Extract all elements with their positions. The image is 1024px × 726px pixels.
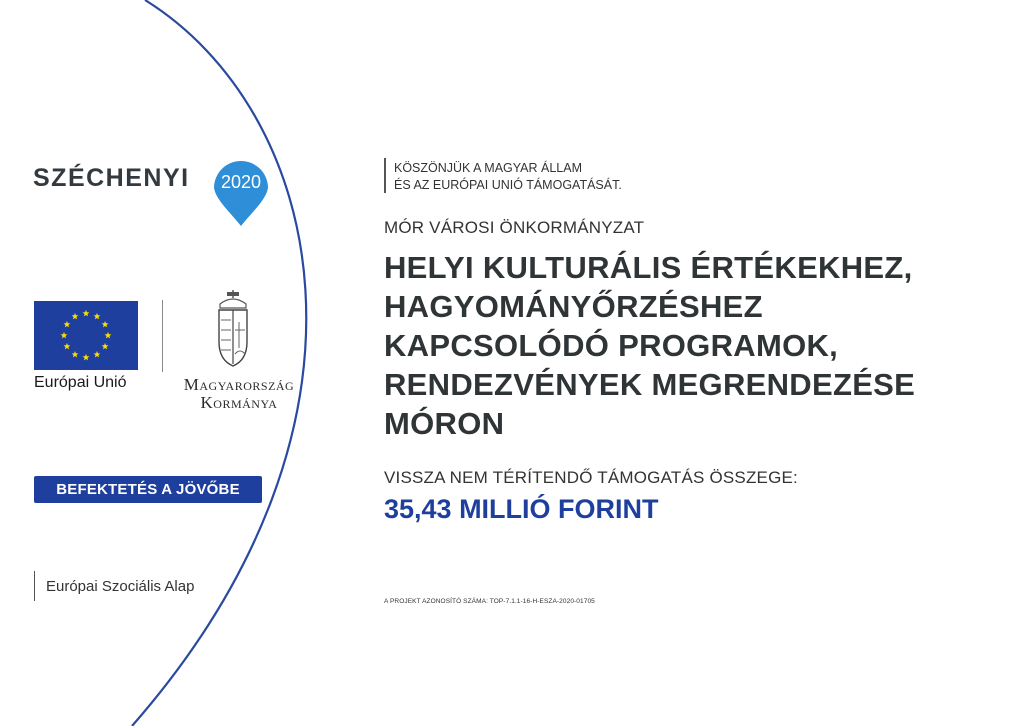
project-title [384, 248, 984, 443]
amount-value: 35,43 MILLIÓ FORINT [384, 494, 659, 524]
title-line: HELYI KULTURÁLIS ÉRTÉKEKHEZ, [384, 250, 913, 285]
eu-star-icon [83, 310, 90, 317]
eu-star-icon [72, 351, 79, 358]
organization-name: MÓR VÁROSI ÖNKORMÁNYZAT [384, 218, 645, 237]
thanks-line-1: KÖSZÖNJÜK A MAGYAR ÁLLAM [394, 161, 583, 175]
thanks-text [394, 160, 622, 194]
invest-badge: BEFEKTETÉS A JÖVŐBE [34, 476, 262, 503]
eu-star-icon [94, 351, 101, 358]
location-pin-icon [204, 158, 304, 234]
szechenyi-wordmark: SZÉCHENYI [33, 164, 190, 192]
eu-star-icon [102, 321, 109, 328]
eu-flag-icon [34, 301, 138, 370]
eu-star-icon [64, 321, 71, 328]
eu-label: Európai Unió [34, 374, 127, 391]
title-line: HAGYOMÁNYŐRZÉSHEZ [384, 289, 763, 324]
government-label [172, 376, 306, 412]
thanks-line-2: ÉS AZ EURÓPAI UNIÓ TÁMOGATÁSÁT. [394, 178, 622, 192]
government-line-1: Magyarország [183, 375, 295, 394]
year-label: 2020 [220, 172, 262, 192]
szechenyi-2020-logo [33, 158, 273, 230]
eu-star-icon [72, 313, 79, 320]
eu-star-icon [102, 343, 109, 350]
logo-divider [162, 300, 163, 372]
amount-label: VISSZA NEM TÉRÍTENDŐ TÁMOGATÁS ÖSSZEGE: [384, 468, 798, 487]
coat-of-arms-icon [215, 290, 251, 370]
eu-star-icon [64, 343, 71, 350]
eu-star-icon [83, 354, 90, 361]
government-line-2: Kormánya [200, 393, 278, 412]
fund-divider [34, 571, 35, 601]
eu-star-icon [61, 332, 68, 339]
project-id: A PROJEKT AZONOSÍTÓ SZÁMA: TOP-7.1.1-16-H-ESZA-2020-01705 [384, 598, 595, 605]
eu-star-icon [105, 332, 112, 339]
title-line: KAPCSOLÓDÓ PROGRAMOK, [384, 328, 839, 363]
thanks-divider [384, 158, 386, 193]
eu-star-icon [94, 313, 101, 320]
title-line: RENDEZVÉNYEK MEGRENDEZÉSE [384, 367, 916, 402]
title-line: MÓRON [384, 406, 505, 441]
fund-label: Európai Szociális Alap [46, 578, 195, 595]
